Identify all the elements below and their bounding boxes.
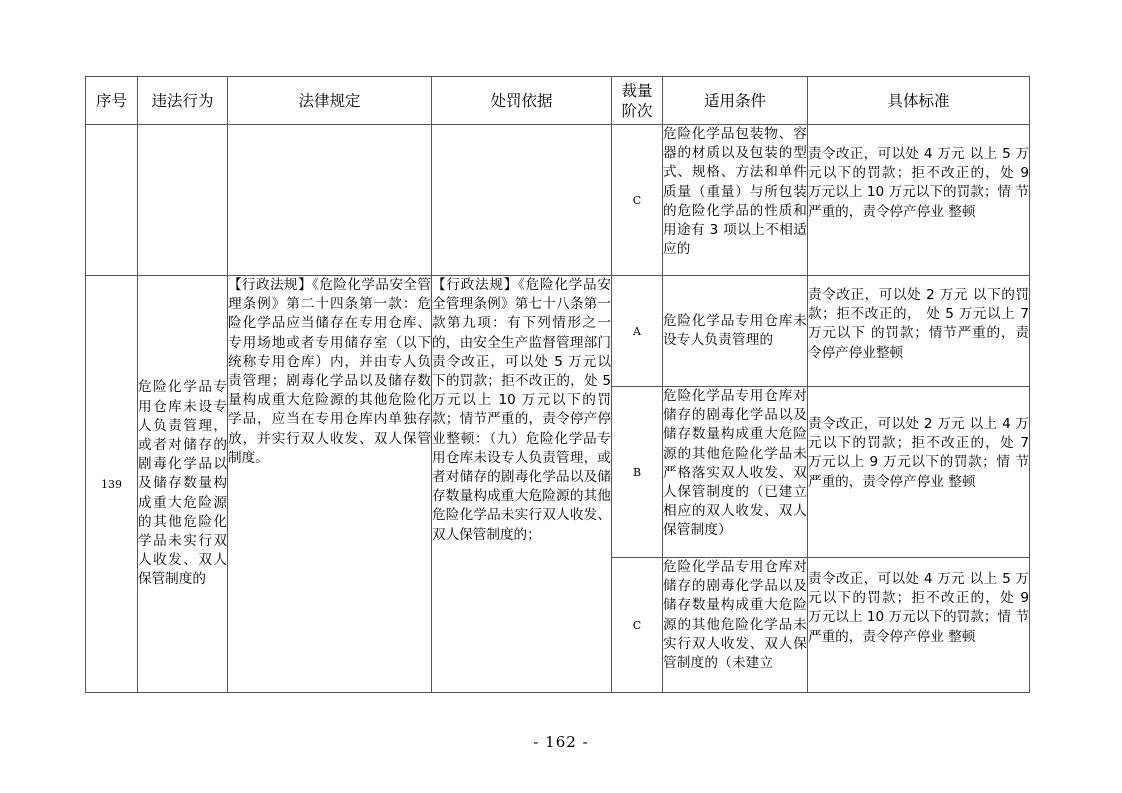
header-row	[86, 77, 1030, 125]
tier-a-condition: 危险化学品专用仓库未设专人负责管理的	[663, 276, 808, 387]
prev-basis-cell	[432, 125, 612, 276]
prev-law-cell	[228, 125, 432, 276]
penalty-table	[85, 76, 1030, 693]
law-cell: 【行政法规】《危险化学品安全管理条例》第二十四条第一款：危险化学品应当储存在专用仓库、专用场地或者专用储存室（以下统称专用仓库）内，并由专人负责管理；剧毒化学品以及储存数量构成重大危险源的其他危险化学品，应当在专用仓库内单独存放，并实行双人收发、双人保管制度。	[228, 276, 432, 693]
prev-violation-cell	[138, 125, 228, 276]
page-number: - 162 -	[533, 733, 589, 751]
prev-level-cell: C	[612, 125, 663, 276]
tier-b-level: B	[612, 387, 663, 558]
tier-a-standard: 责令改正，可以处 2 万元 以下的罚款；拒不改正的， 处 5 万元以上 7 万元以下 的罚款；情节严重的，责 令停产停业整顿	[808, 276, 1030, 387]
row-number-cell: 139	[86, 276, 138, 693]
header-level	[612, 77, 663, 125]
tier-b-condition: 危险化学品专用仓库对储存的剧毒化学品以及储存数量构成重大危险源的其他危险化学品未严格落实双人收发、双人保管制度的（已建立相应的双人收发、双人保管制度）	[663, 387, 808, 558]
prev-number-cell	[86, 125, 138, 276]
header-cond: 适用条件	[663, 77, 808, 125]
header-level-text: 裁量阶次	[621, 81, 653, 120]
header-seq: 序号	[86, 77, 138, 125]
violation-cell: 危险化学品专用仓库未设专人负责管理，或者对储存的剧毒化学品以及储存数量构成重大危险源的其他危险化学品未实行双人收发、双人保管制度的	[138, 276, 228, 693]
table-row	[86, 125, 1030, 276]
prev-standard-cell: 责令改正，可以处 4 万元 以上 5 万元以下的罚款；拒不改正的，处 9 万元以上 10 万元以下的罚款；情 节严重的，责令停产停业 整顿	[808, 125, 1030, 276]
header-act: 违法行为	[138, 77, 228, 125]
basis-cell: 【行政法规】《危险化学品安全管理条例》第七十八条第一款第九项：有下列情形之一的，由安全生产监督管理部门责令改正，可以处 5 万元以下的罚款；拒不改正的，处 5 万元以上 10 万元以下的罚款；情节严重的，责令停产停业整顿：（九）危险化学品专用仓库未设专人负责管理，或者对储存的剧毒化学品以及储存数量构成重大危险源的其他危险化学品未实行双人收发、双人保管制度的；	[432, 276, 612, 693]
tier-c-condition: 危险化学品专用仓库对储存的剧毒化学品以及储存数量构成重大危险源的其他危险化学品未实行双人收发、双人保管制度的（未建立	[663, 558, 808, 693]
tier-c-level: C	[612, 558, 663, 693]
tier-a-level: A	[612, 276, 663, 387]
header-std: 具体标准	[808, 77, 1030, 125]
prev-condition-cell: 危险化学品包装物、容器的材质以及包装的型式、规格、方法和单件质量（重量）与所包装的危险化学品的性质和用途有 3 项以上不相适应的	[663, 125, 808, 276]
tier-b-standard: 责令改正，可以处 2 万元 以上 4 万元以下的罚款；拒不改正的，处 7 万元以上 9 万元以下的罚款；情 节严重的，责令停产停业 整顿	[808, 387, 1030, 558]
table-row	[86, 276, 1030, 387]
header-basis: 处罚依据	[432, 77, 612, 125]
tier-c-standard: 责令改正，可以处 4 万元 以上 5 万元以下的罚款；拒不改正的，处 9 万元以上 10 万元以下的罚款；情 节严重的，责令停产停业 整顿	[808, 558, 1030, 693]
header-law: 法律规定	[228, 77, 432, 125]
